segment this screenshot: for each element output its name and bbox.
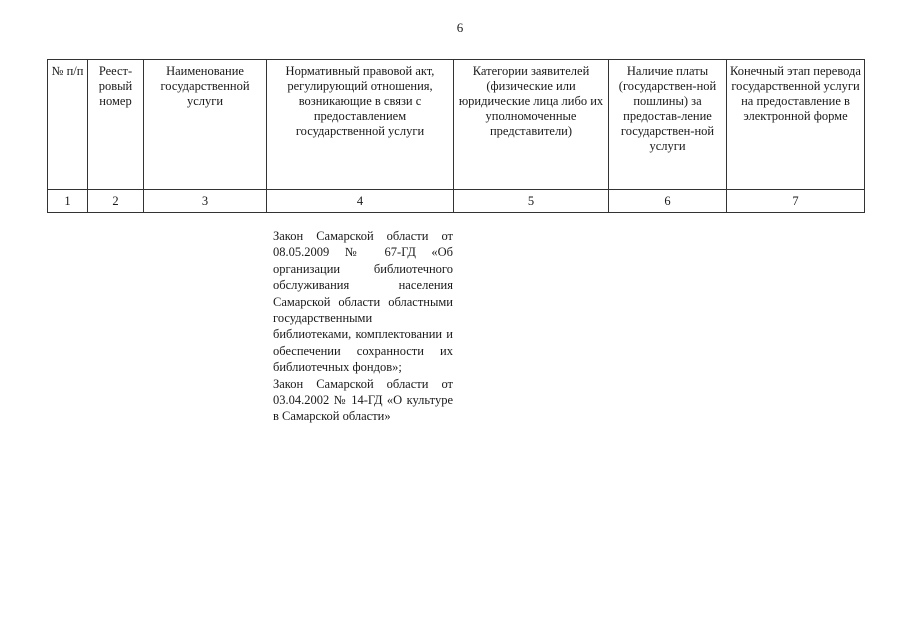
page-number: 6	[456, 20, 464, 35]
column-number-row	[48, 190, 865, 213]
column-number-cell: 4	[267, 190, 454, 213]
law-paragraph: Закон Самарской области от 03.04.2002 № 14-ГД «О культуре в Самарской области»	[273, 376, 453, 424]
header-row	[48, 60, 865, 190]
column-number-cell: 6	[609, 190, 727, 213]
header-number: № п/п	[48, 60, 88, 190]
column-number-cell: 1	[48, 190, 88, 213]
header-service-name: Наименование государственной услуги	[144, 60, 267, 190]
table-header	[48, 60, 865, 190]
column-number-cell: 3	[144, 190, 267, 213]
column-number-cell: 5	[454, 190, 609, 213]
header-registry-number: Реест-ровый номер	[88, 60, 144, 190]
header-final-stage: Конечный этап перевода государственной услуги на предоставление в электронной форме	[727, 60, 865, 190]
column-number-cell: 7	[727, 190, 865, 213]
header-fee: Наличие платы (государствен-ной пошлины) за предостав-ление государствен-ной услуги	[609, 60, 727, 190]
header-legal-act: Нормативный правовой акт, регулирующий отношения, возникающие в связи с предоставлением государственной услуги	[267, 60, 454, 190]
header-applicant-categories: Категории заявителей (физические или юридические лица либо их уполномоченные представители)	[454, 60, 609, 190]
legal-act-text	[273, 228, 453, 425]
column-number-cell: 2	[88, 190, 144, 213]
services-table	[47, 59, 865, 213]
law-paragraph: Закон Самарской области от 08.05.2009 № 67-ГД «Об организации библиотечного обслуживания населения Самарской области областными государственными библиотеками, комплектовании и обеспечении сохранности их библиотечных фондов»;	[273, 229, 453, 375]
